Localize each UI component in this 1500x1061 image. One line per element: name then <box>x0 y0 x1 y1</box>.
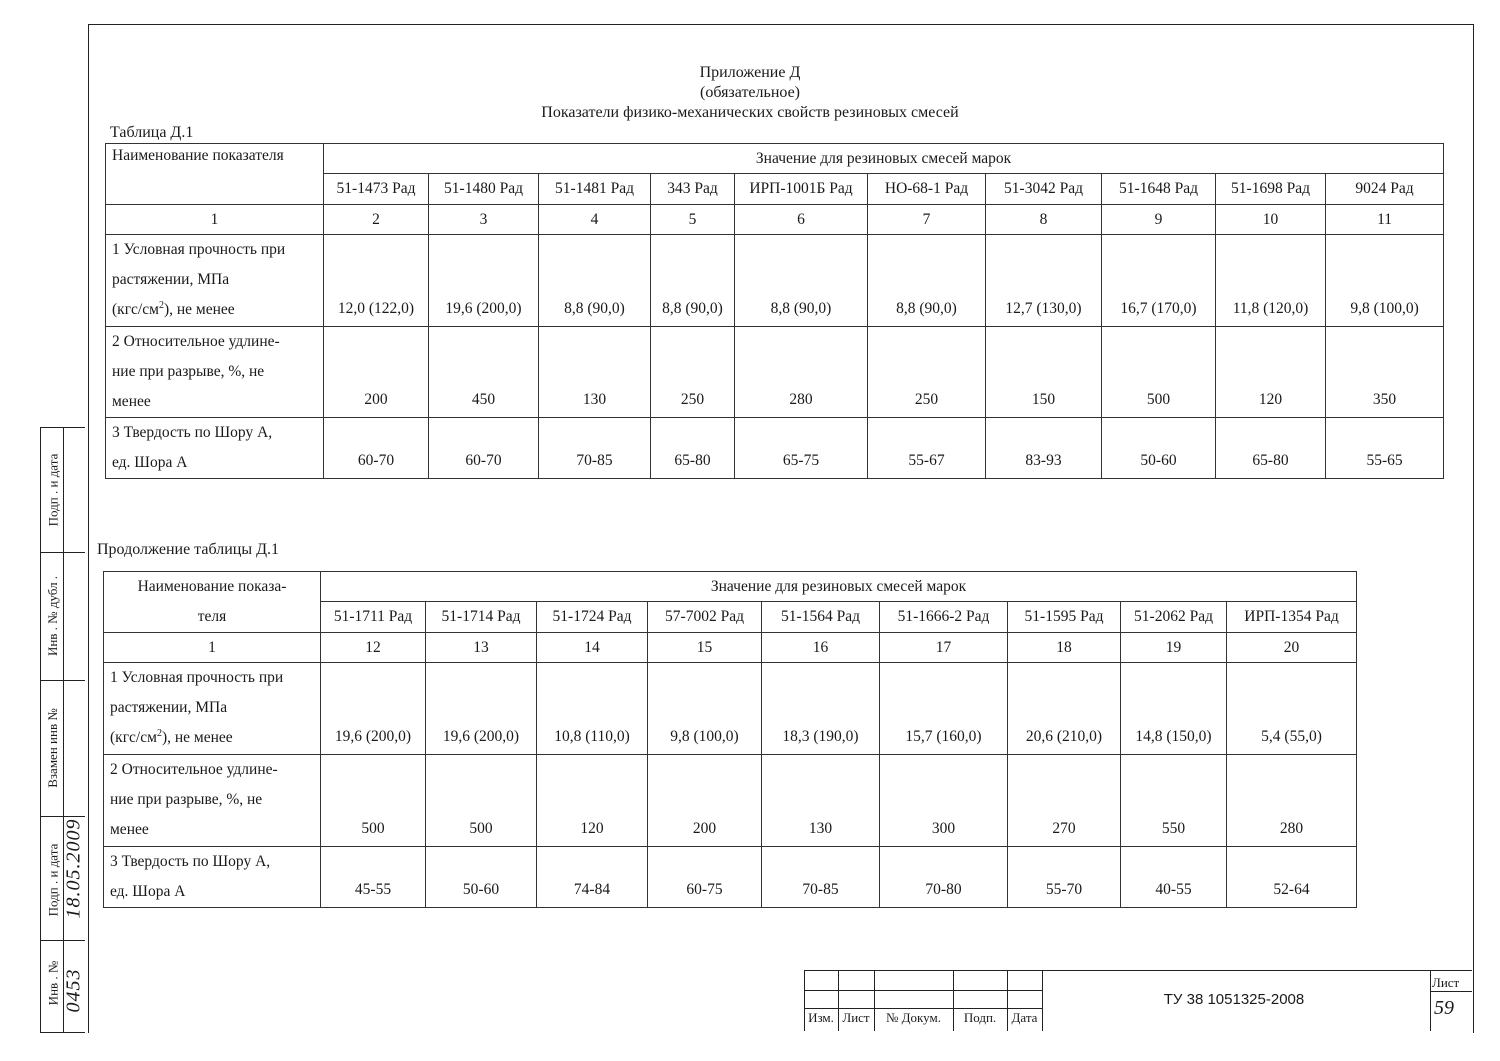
table1-col-number: 5 <box>651 205 735 235</box>
table-cell: 65-80 <box>1216 418 1326 479</box>
table-cell: 120 <box>537 755 648 847</box>
table1-col-number: 10 <box>1216 205 1326 235</box>
stamp-divider <box>41 680 85 681</box>
table-cell: 8,8 (90,0) <box>868 235 986 327</box>
side-stamp <box>40 427 85 1033</box>
table-cell: 18,3 (190,0) <box>762 663 880 755</box>
table-cell: 8,8 (90,0) <box>539 235 651 327</box>
table-cell: 70-85 <box>539 418 651 479</box>
table-cell: 8,8 (90,0) <box>735 235 868 327</box>
table1-col-number: 1 <box>106 205 324 235</box>
table1-col-number: 3 <box>429 205 539 235</box>
table-cell: 8,8 (90,0) <box>651 235 735 327</box>
table2-grade: 51-1714 Рад <box>426 602 537 633</box>
table-cell: 70-80 <box>880 847 1008 908</box>
tb-label-doc-number: № Докум. <box>886 1010 941 1025</box>
table-cell: 65-75 <box>735 418 868 479</box>
table2-col-number: 12 <box>321 633 426 663</box>
table-cell: 50-60 <box>1102 418 1216 479</box>
title-block <box>804 970 1472 1031</box>
table2-grade: 51-1711 Рад <box>321 602 426 633</box>
table2-col-number: 19 <box>1121 633 1227 663</box>
handwritten-signature-date: 18.05.2009 <box>62 818 85 918</box>
table-cell: 300 <box>880 755 1008 847</box>
table2-col-number: 16 <box>762 633 880 663</box>
table2-grade: 57-7002 Рад <box>648 602 762 633</box>
appendix-subtitle: Показатели физико-механических свойств резиновых смесей <box>541 104 959 121</box>
table-cell: 450 <box>429 327 539 418</box>
table-cell: 500 <box>426 755 537 847</box>
tb-label-sheet: Лист <box>842 1010 870 1025</box>
table-cell: 19,6 (200,0) <box>321 663 426 755</box>
tb-label-date: Дата <box>1011 1010 1038 1025</box>
table1 <box>105 143 1444 479</box>
table-cell: 280 <box>1227 755 1357 847</box>
table-cell: 120 <box>1216 327 1326 418</box>
table-cell: 50-60 <box>426 847 537 908</box>
tb-label-signature: Подп. <box>963 1010 997 1025</box>
table-cell: 500 <box>321 755 426 847</box>
table1-grade: 51-1698 Рад <box>1216 174 1326 205</box>
table-cell: 55-67 <box>868 418 986 479</box>
table1-grade: 51-1473 Рад <box>324 174 429 205</box>
table-cell: 280 <box>735 327 868 418</box>
title-block-rule <box>1042 971 1043 1031</box>
table-cell: 40-55 <box>1121 847 1227 908</box>
table1-row-hardness <box>106 418 1444 479</box>
table-cell: 150 <box>986 327 1102 418</box>
table2-row-elongation <box>104 755 1357 847</box>
table-cell: 200 <box>648 755 762 847</box>
table-cell: 250 <box>868 327 986 418</box>
stamp-label-signature-date: Подп . и дата <box>45 453 61 527</box>
table1-grade: 343 Рад <box>651 174 735 205</box>
table-cell: 10,8 (110,0) <box>537 663 648 755</box>
table-cell: 19,6 (200,0) <box>426 663 537 755</box>
table1-group-header: Значение для резиновых смесей марок <box>324 144 1444 174</box>
table2-number-row <box>104 633 1357 663</box>
table1-name-header: Наименование показателя <box>106 144 324 205</box>
table-cell: 83-93 <box>986 418 1102 479</box>
table2-col-number: 20 <box>1227 633 1357 663</box>
table-cell: 200 <box>324 327 429 418</box>
table1-row-strength <box>106 235 1444 327</box>
table-cell: 130 <box>762 755 880 847</box>
table-cell: 9,8 (100,0) <box>1326 235 1444 327</box>
table1-grade: 51-1481 Рад <box>539 174 651 205</box>
table1-grade: 51-1480 Рад <box>429 174 539 205</box>
stamp-label-inv: Инв . № <box>45 960 61 1006</box>
table2-grade: 51-1666-2 Рад <box>880 602 1008 633</box>
stamp-label-replaced-inv: Взамен инв № <box>45 708 60 788</box>
table2-col-number: 13 <box>426 633 537 663</box>
table-cell: 15,7 (160,0) <box>880 663 1008 755</box>
table-cell: 500 <box>1102 327 1216 418</box>
appendix-title: Приложение Д <box>699 64 801 81</box>
table-cell: 52-64 <box>1227 847 1357 908</box>
table-cell: 60-70 <box>324 418 429 479</box>
table2-grade: 51-1564 Рад <box>762 602 880 633</box>
sheet-number: 59 <box>1434 997 1454 1019</box>
table2-grade: 51-1724 Рад <box>537 602 648 633</box>
table-cell: 45-55 <box>321 847 426 908</box>
table-cell: 55-70 <box>1008 847 1121 908</box>
table1-col-number: 6 <box>735 205 868 235</box>
table2-col-number: 18 <box>1008 633 1121 663</box>
row-label: 3 Твердость по Шору А, ед. Шора А <box>104 847 321 908</box>
table1-grade: ИРП-1001Б Рад <box>735 174 868 205</box>
table-cell: 60-75 <box>648 847 762 908</box>
table2-grade: ИРП-1354 Рад <box>1227 602 1357 633</box>
table2-name-header: Наименование показа- теля <box>104 572 321 633</box>
table-cell: 270 <box>1008 755 1121 847</box>
table2-group-header: Значение для резиновых смесей марок <box>321 572 1357 602</box>
table2-grade: 51-1595 Рад <box>1008 602 1121 633</box>
table-cell: 12,0 (122,0) <box>324 235 429 327</box>
table2-grade: 51-2062 Рад <box>1121 602 1227 633</box>
table-cell: 19,6 (200,0) <box>429 235 539 327</box>
table-cell: 20,6 (210,0) <box>1008 663 1121 755</box>
table-cell: 74-84 <box>537 847 648 908</box>
handwritten-inventory-number: 0453 <box>62 968 85 1012</box>
title-block-rule <box>1430 991 1472 992</box>
sheet-label: Лист <box>1432 975 1460 990</box>
table-cell: 16,7 (170,0) <box>1102 235 1216 327</box>
row-label: 1 Условная прочность при растяжении, МПа $(кгс/см^2)$, не менее <box>106 235 324 327</box>
table2-col-number: 1 <box>104 633 321 663</box>
table1-grade: 9024 Рад <box>1326 174 1444 205</box>
table1-grade: 51-1648 Рад <box>1102 174 1216 205</box>
table2-col-number: 14 <box>537 633 648 663</box>
table-cell: 14,8 (150,0) <box>1121 663 1227 755</box>
stamp-label-dup-inv: Инв . № дубл . <box>45 575 61 657</box>
table-cell: 55-65 <box>1326 418 1444 479</box>
stamp-divider <box>41 552 85 553</box>
table-cell: 60-70 <box>429 418 539 479</box>
table1-col-number: 7 <box>868 205 986 235</box>
table-cell: 5,4 (55,0) <box>1227 663 1357 755</box>
table1-grade: НО-68-1 Рад <box>868 174 986 205</box>
table-cell: 550 <box>1121 755 1227 847</box>
table1-col-number: 2 <box>324 205 429 235</box>
stamp-label-signature-date: Подп . и дата <box>45 843 61 917</box>
table1-grade: 51-3042 Рад <box>986 174 1102 205</box>
table2-col-number: 15 <box>648 633 762 663</box>
table1-col-number: 8 <box>986 205 1102 235</box>
row-label: 3 Твердость по Шору А, ед. Шора А <box>106 418 324 479</box>
table-cell: 70-85 <box>762 847 880 908</box>
table1-caption: Таблица Д.1 <box>110 124 194 141</box>
table2 <box>103 571 1357 908</box>
tb-label-change: Изм. <box>808 1010 834 1025</box>
table-cell: 130 <box>539 327 651 418</box>
table-cell: 350 <box>1326 327 1444 418</box>
appendix-status: (обязательное) <box>700 84 800 101</box>
table-cell: 11,8 (120,0) <box>1216 235 1326 327</box>
row-label: 1 Условная прочность при растяжении, МПа $(кгс/см^2)$, не менее <box>104 663 321 755</box>
table-cell: 9,8 (100,0) <box>648 663 762 755</box>
table1-col-number: 4 <box>539 205 651 235</box>
table2-row-hardness <box>104 847 1357 908</box>
row-label: 2 Относительное удлине- ние при разрыве, %, не менее <box>106 327 324 418</box>
table-cell: 12,7 (130,0) <box>986 235 1102 327</box>
table1-col-number: 9 <box>1102 205 1216 235</box>
table2-row-strength <box>104 663 1357 755</box>
document-designation: ТУ 38 1051325-2008 <box>1163 991 1305 1008</box>
table2-caption: Продолжение таблицы Д.1 <box>97 541 279 558</box>
table2-col-number: 17 <box>880 633 1008 663</box>
table1-row-elongation <box>106 327 1444 418</box>
table1-col-number: 11 <box>1326 205 1444 235</box>
title-block-rule <box>1430 971 1431 1031</box>
row-label: 2 Относительное удлине- ние при разрыве, %, не менее <box>104 755 321 847</box>
table1-number-row <box>106 205 1444 235</box>
table-cell: 65-80 <box>651 418 735 479</box>
table-cell: 250 <box>651 327 735 418</box>
